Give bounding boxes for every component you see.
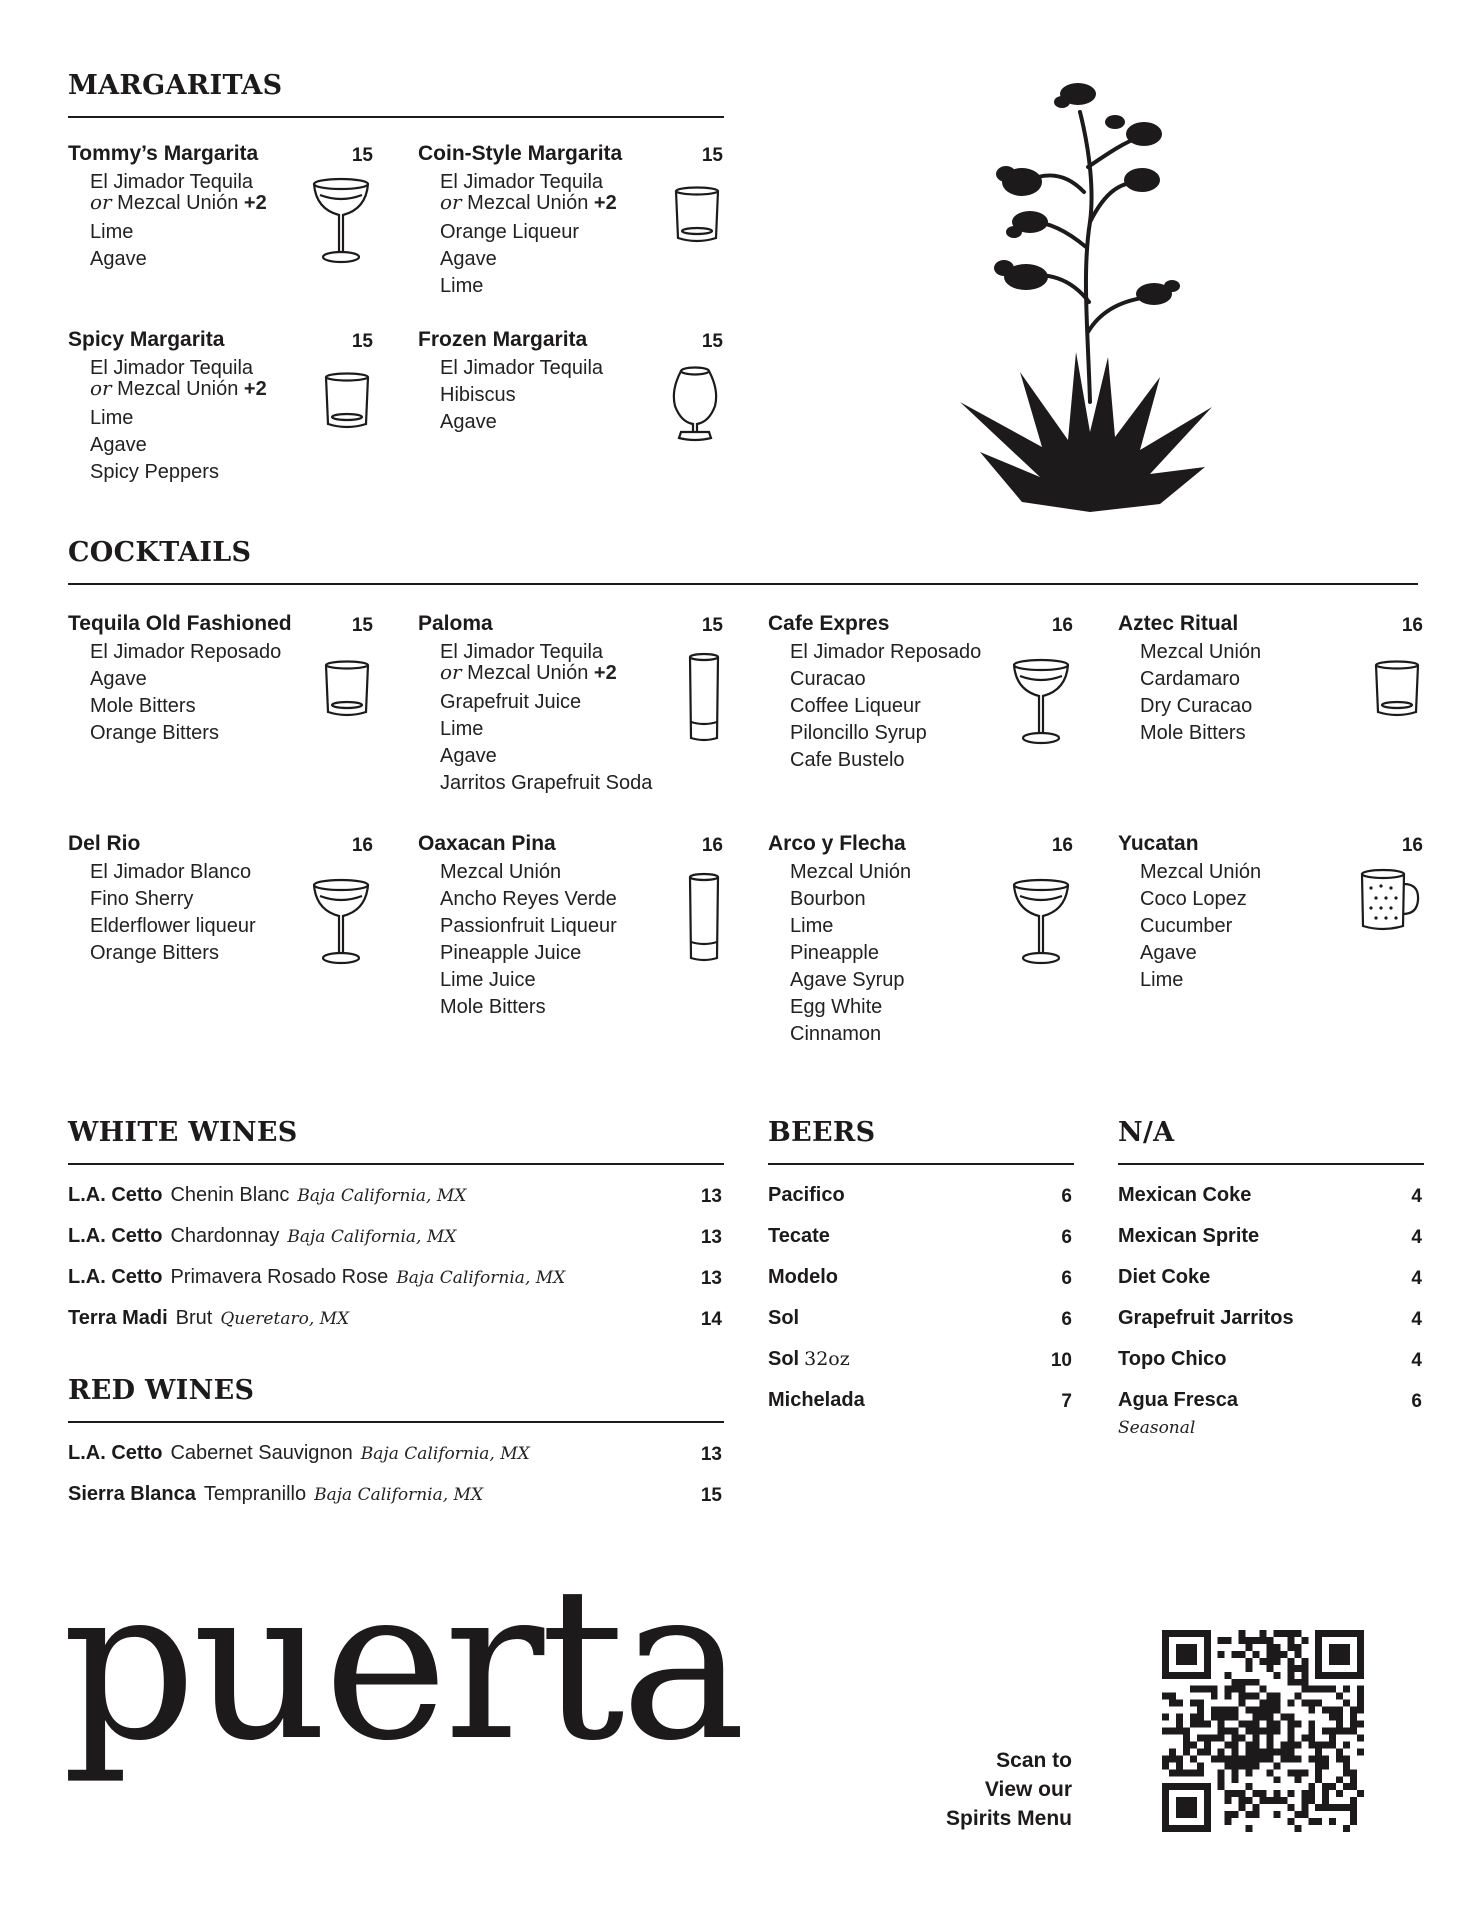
highball-glass-icon <box>687 872 721 964</box>
menu-item-arco-y-flecha <box>768 832 1073 1045</box>
ingredient: Passionfruit Liqueur <box>440 915 617 937</box>
coupe-glass-icon <box>1011 656 1071 748</box>
ingredient: Lime <box>90 221 134 243</box>
ingredient: Cinnamon <box>790 1023 882 1045</box>
ingredient: Piloncillo Syrup <box>790 722 927 744</box>
na-divider <box>1118 1163 1424 1165</box>
menu-item-paloma <box>418 612 723 792</box>
item-price: 16 <box>1051 835 1073 856</box>
scan-line: Scan to <box>996 1749 1072 1772</box>
na-row <box>1118 1225 1422 1255</box>
beer-name: Sol <box>768 1348 800 1370</box>
ingredient: El Jimador Tequila <box>440 641 604 663</box>
ingredient-list <box>440 639 652 797</box>
wine-price: 15 <box>700 1485 722 1506</box>
ingredient: El Jimador Tequila <box>90 171 254 193</box>
item-price: 16 <box>1401 615 1423 636</box>
red-wines-divider <box>68 1421 724 1423</box>
ingredient: Egg White <box>790 996 883 1018</box>
menu-item-tequila-old-fashioned <box>68 612 373 742</box>
na-row <box>1118 1307 1422 1337</box>
ingredient: Mezcal Unión <box>440 861 562 883</box>
beer-price: 6 <box>1061 1186 1072 1207</box>
ingredient: Cardamaro <box>1140 668 1241 690</box>
ingredient: Fino Sherry <box>90 888 194 910</box>
mug-icon <box>1359 868 1421 934</box>
ingredient: Cucumber <box>1140 915 1233 937</box>
wine-varietal: Tempranillo <box>203 1483 307 1505</box>
item-price: 16 <box>351 835 373 856</box>
qr-code-icon[interactable] <box>1162 1630 1364 1832</box>
beer-price: 10 <box>1050 1350 1072 1371</box>
wine-price: 13 <box>700 1268 722 1289</box>
item-price: 15 <box>351 145 373 166</box>
beer-name: Sol <box>768 1307 800 1329</box>
menu-item-oaxacan-pina <box>418 832 723 1018</box>
ingredient: Dry Curacao <box>1140 695 1253 717</box>
ingredient-list <box>90 639 281 747</box>
highball-glass-icon <box>687 652 721 744</box>
na-name: Grapefruit Jarritos <box>1118 1307 1294 1329</box>
wine-varietal: Cabernet Sauvignon <box>170 1442 353 1464</box>
beer-name: Michelada <box>768 1389 865 1411</box>
wine-region: Queretaro, MX <box>220 1309 350 1329</box>
ingredient: El Jimador Tequila <box>90 357 254 379</box>
ingredient: Mole Bitters <box>1140 722 1246 744</box>
ingredient: Pineapple <box>790 942 879 964</box>
ingredient: Agave <box>440 411 497 433</box>
wine-price: 14 <box>700 1309 722 1330</box>
wine-varietal: Primavera Rosado Rose <box>170 1266 389 1288</box>
na-name: Mexican Sprite <box>1118 1225 1260 1247</box>
na-price: 4 <box>1411 1186 1422 1207</box>
wine-price: 13 <box>700 1227 722 1248</box>
ingredient: Agave Syrup <box>790 969 905 991</box>
ingredient: Lime <box>1140 969 1184 991</box>
menu-item-coin-style-margarita <box>418 142 723 302</box>
ingredient-alternative: or Mezcal Unión +2 <box>440 660 617 684</box>
na-price: 4 <box>1411 1268 1422 1289</box>
wine-region: Baja California, MX <box>360 1444 530 1464</box>
wine-varietal: Brut <box>175 1307 213 1329</box>
ingredient-alternative: or Mezcal Unión +2 <box>440 190 617 214</box>
ingredient: Curacao <box>790 668 866 690</box>
wine-producer: Terra Madi <box>68 1307 168 1329</box>
ingredient: El Jimador Blanco <box>90 861 252 883</box>
ingredient: Mezcal Unión <box>1140 861 1262 883</box>
item-name: Cafe Expres <box>768 612 890 635</box>
menu-item-yucatan <box>1118 832 1423 992</box>
brand-wordmark: puerta <box>62 1542 742 1787</box>
beer-row <box>768 1184 1072 1214</box>
wine-producer: L.A. Cetto <box>68 1225 163 1247</box>
ingredient: Bourbon <box>790 888 866 910</box>
ingredient-alternative: or Mezcal Unión +2 <box>90 376 267 400</box>
item-price: 15 <box>701 145 723 166</box>
ingredient: Lime <box>90 407 134 429</box>
ingredient: Mole Bitters <box>90 695 196 717</box>
ingredient: Mezcal Unión <box>790 861 912 883</box>
na-row <box>1118 1184 1422 1214</box>
item-price: 16 <box>701 835 723 856</box>
ingredient-list <box>1140 639 1261 747</box>
beer-name: Tecate <box>768 1225 830 1247</box>
scan-line: View our <box>984 1778 1072 1801</box>
ingredient: El Jimador Tequila <box>440 357 604 379</box>
ingredient: Orange Bitters <box>90 722 219 744</box>
beer-row <box>768 1225 1072 1255</box>
ingredient: El Jimador Reposado <box>90 641 282 663</box>
menu-item-del-rio <box>68 832 373 962</box>
na-row <box>1118 1348 1422 1378</box>
ingredient: Spicy Peppers <box>90 461 219 483</box>
na-price: 6 <box>1411 1391 1422 1412</box>
coupe-glass-icon <box>311 175 371 267</box>
ingredient: Coffee Liqueur <box>790 695 921 717</box>
ingredient-list <box>440 169 617 300</box>
ingredient: Mezcal Unión <box>1140 641 1262 663</box>
ingredient-list <box>790 639 981 774</box>
beer-price: 7 <box>1061 1391 1072 1412</box>
na-note: Seasonal <box>1118 1418 1196 1438</box>
ingredient: El Jimador Tequila <box>440 171 604 193</box>
ingredient: Grapefruit Juice <box>440 691 582 713</box>
wine-row <box>68 1483 722 1513</box>
ingredient: Agave <box>1140 942 1197 964</box>
item-price: 16 <box>1051 615 1073 636</box>
ingredient: Cafe Bustelo <box>790 749 905 771</box>
beers-divider <box>768 1163 1074 1165</box>
item-name: Yucatan <box>1118 832 1199 855</box>
wine-region: Baja California, MX <box>287 1227 457 1247</box>
ingredient: Jarritos Grapefruit Soda <box>440 772 653 794</box>
item-name: Oaxacan Pina <box>418 832 556 855</box>
wine-varietal: Chenin Blanc <box>170 1184 290 1206</box>
item-name: Coin-Style Margarita <box>418 142 623 165</box>
beer-name: Pacifico <box>768 1184 845 1206</box>
na-row <box>1118 1266 1422 1296</box>
item-name: Del Rio <box>68 832 141 855</box>
ingredient: Lime <box>440 275 484 297</box>
coupe-glass-icon <box>1011 876 1071 968</box>
white-wines-heading: WHITE WINES <box>68 1117 298 1148</box>
ingredient-list <box>90 169 267 273</box>
ingredient-list <box>90 859 256 967</box>
red-wines-heading: RED WINES <box>68 1375 255 1406</box>
ingredient: Orange Liqueur <box>440 221 579 243</box>
beer-size: 32oz <box>804 1348 850 1370</box>
item-name: Spicy Margarita <box>68 328 225 351</box>
beer-price: 6 <box>1061 1227 1072 1248</box>
item-name: Tequila Old Fashioned <box>68 612 292 635</box>
na-price: 4 <box>1411 1350 1422 1371</box>
ingredient: Hibiscus <box>440 384 516 406</box>
beer-name: Modelo <box>768 1266 838 1288</box>
ingredient: Pineapple Juice <box>440 942 582 964</box>
na-heading: N/A <box>1118 1117 1175 1148</box>
wine-price: 13 <box>700 1444 722 1465</box>
item-name: Arco y Flecha <box>768 832 906 855</box>
ingredient-list <box>440 355 603 436</box>
menu-item-aztec-ritual <box>1118 612 1423 742</box>
ingredient: Ancho Reyes Verde <box>440 888 617 910</box>
beer-price: 6 <box>1061 1309 1072 1330</box>
wine-producer: L.A. Cetto <box>68 1442 163 1464</box>
ingredient: Lime <box>440 718 484 740</box>
wine-producer: Sierra Blanca <box>68 1483 196 1505</box>
menu-item-cafe-expres <box>768 612 1073 772</box>
cocktails-heading: COCKTAILS <box>68 537 252 568</box>
item-name: Paloma <box>418 612 493 635</box>
na-price: 4 <box>1411 1309 1422 1330</box>
ingredient: Lime Juice <box>440 969 536 991</box>
scan-line: Spirits Menu <box>945 1807 1072 1830</box>
rocks-glass-icon <box>323 660 371 720</box>
beer-price: 6 <box>1061 1268 1072 1289</box>
ingredient: Elderflower liqueur <box>90 915 256 937</box>
ingredient-list <box>790 859 911 1048</box>
beers-heading: BEERS <box>768 1117 876 1148</box>
ingredient-alternative: or Mezcal Unión +2 <box>90 190 267 214</box>
wine-region: Baja California, MX <box>396 1268 566 1288</box>
item-name: Frozen Margarita <box>418 328 588 351</box>
rocks-glass-icon <box>1373 660 1421 720</box>
na-name: Agua Fresca <box>1118 1389 1239 1411</box>
ingredient: Lime <box>790 915 834 937</box>
agave-plant-icon <box>950 72 1230 517</box>
coupe-glass-icon <box>311 876 371 968</box>
ingredient-list <box>1140 859 1261 994</box>
wine-region: Baja California, MX <box>314 1485 484 1505</box>
menu-item-frozen-margarita <box>418 328 723 458</box>
ingredient: Agave <box>90 668 147 690</box>
item-price: 15 <box>351 615 373 636</box>
na-row <box>1118 1389 1422 1419</box>
item-name: Aztec Ritual <box>1118 612 1239 635</box>
ingredient: Coco Lopez <box>1140 888 1247 910</box>
wine-row <box>68 1442 722 1472</box>
wine-row <box>68 1225 722 1255</box>
margaritas-divider <box>68 116 724 118</box>
beer-row <box>768 1389 1072 1419</box>
rocks-glass-icon <box>673 186 721 246</box>
beer-row <box>768 1307 1072 1337</box>
white-wines-divider <box>68 1163 724 1165</box>
ingredient-list <box>440 859 617 1021</box>
item-price: 15 <box>351 331 373 352</box>
wine-price: 13 <box>700 1186 722 1207</box>
item-name: Tommy’s Margarita <box>68 142 259 165</box>
ingredient: Orange Bitters <box>90 942 219 964</box>
wine-producer: L.A. Cetto <box>68 1266 163 1288</box>
item-price: 15 <box>701 331 723 352</box>
wine-producer: L.A. Cetto <box>68 1184 163 1206</box>
ingredient: El Jimador Reposado <box>790 641 982 663</box>
item-price: 15 <box>701 615 723 636</box>
na-name: Topo Chico <box>1118 1348 1227 1370</box>
ingredient: Agave <box>90 434 147 456</box>
ingredient: Mole Bitters <box>440 996 546 1018</box>
beer-row <box>768 1266 1072 1296</box>
item-price: 16 <box>1401 835 1423 856</box>
na-name: Diet Coke <box>1118 1266 1211 1288</box>
wine-region: Baja California, MX <box>297 1186 467 1206</box>
wine-row <box>68 1266 722 1296</box>
wine-row <box>68 1307 722 1337</box>
beer-row <box>768 1348 1072 1378</box>
ingredient: Agave <box>90 248 147 270</box>
margaritas-heading: MARGARITAS <box>68 70 283 101</box>
na-name: Mexican Coke <box>1118 1184 1252 1206</box>
ingredient: Agave <box>440 248 497 270</box>
rocks-glass-icon <box>323 372 371 432</box>
tulip-glass-icon <box>669 366 721 448</box>
ingredient: Agave <box>440 745 497 767</box>
menu-item-spicy-margarita <box>68 328 373 488</box>
ingredient-list <box>90 355 267 486</box>
scan-prompt <box>946 1746 1072 1833</box>
menu-item-tommys-margarita <box>68 142 373 272</box>
wine-varietal: Chardonnay <box>170 1225 280 1247</box>
na-price: 4 <box>1411 1227 1422 1248</box>
cocktails-divider <box>68 583 1418 585</box>
wine-row <box>68 1184 722 1214</box>
